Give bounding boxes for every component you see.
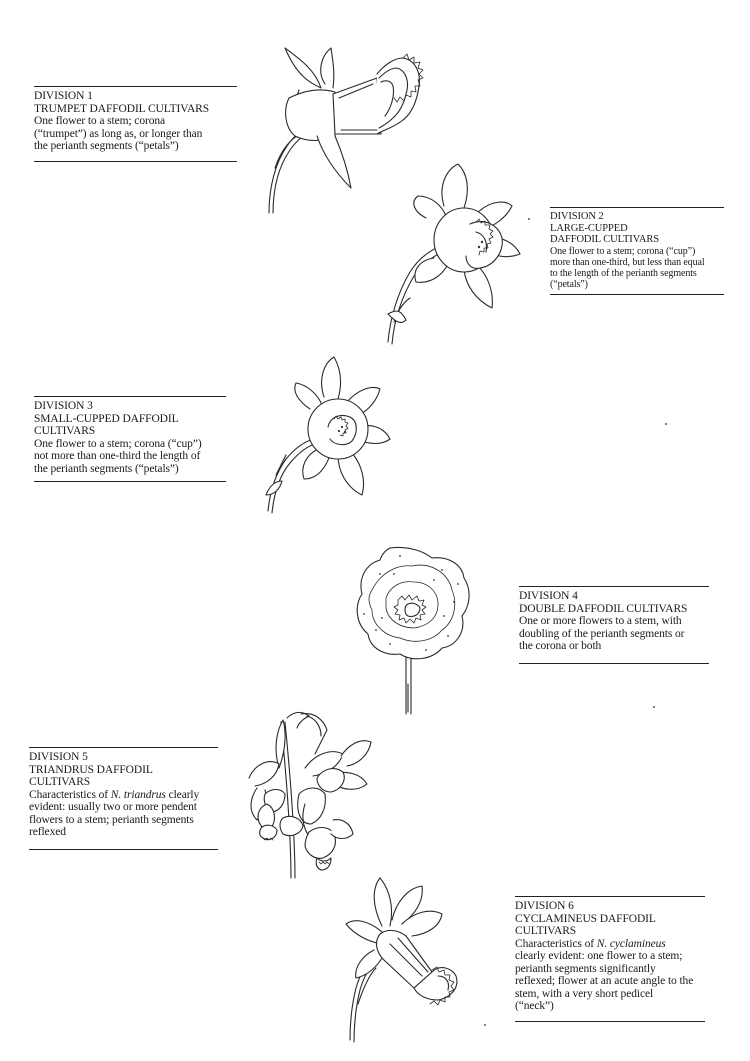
scan-speck (484, 1024, 486, 1026)
division-1-bottom-rule (34, 161, 237, 162)
species-name: N. cyclamineus (596, 937, 666, 950)
small-cupped-daffodil-illustration (262, 355, 402, 515)
division-4-desc-line: One or more flowers to a stem, with (519, 615, 682, 627)
division-1-block (34, 86, 237, 162)
species-name: N. triandrus (110, 788, 166, 801)
desc-text: clearly (165, 788, 200, 801)
division-1-desc-line: the perianth segments (“petals”) (34, 140, 179, 152)
division-6-name: CULTIVARS (515, 925, 577, 937)
division-2-desc-line: to the length of the perianth segments (550, 267, 697, 279)
cyclamineus-daffodil-illustration (332, 872, 482, 1044)
division-3-desc-line: One flower to a stem; corona (“cup”) (34, 437, 202, 450)
division-6-desc-line: reflexed; flower at an acute angle to the (515, 975, 694, 987)
triandrus-daffodil-illustration (243, 708, 403, 880)
division-6-desc-line: (“neck”) (515, 1000, 554, 1012)
scan-speck (653, 706, 655, 708)
division-3-number: DIVISION 3 (34, 400, 93, 412)
division-5-desc-line: evident: usually two or more pendent (29, 801, 197, 813)
division-4-desc-line: the corona or both (519, 640, 602, 652)
division-6-desc-line: perianth segments significantly (515, 962, 656, 975)
division-6-bottom-rule (515, 1021, 705, 1022)
desc-text: Characteristics of (29, 788, 111, 801)
large-cupped-daffodil-illustration (380, 162, 530, 347)
division-2-desc-line: more than one-third, but less than equal (550, 256, 705, 268)
division-3-bottom-rule (34, 481, 226, 482)
double-daffodil-illustration (350, 544, 475, 716)
division-3-block (34, 396, 226, 482)
division-5-bottom-rule (29, 849, 218, 850)
division-3-desc-line: the perianth segments (“petals”) (34, 462, 179, 475)
division-3-name: CULTIVARS (34, 425, 96, 437)
division-5-name: TRIANDRUS DAFFODIL (29, 763, 153, 776)
division-5-desc-line: reflexed (29, 826, 66, 838)
division-5-desc-line (29, 789, 218, 802)
division-6-block (515, 896, 705, 1022)
division-5-block (29, 747, 218, 850)
division-1-desc-line: (“trumpet”) as long as, or longer than (34, 127, 203, 140)
division-4-bottom-rule (519, 663, 709, 664)
division-2-name: LARGE-CUPPED (550, 222, 628, 234)
division-6-name: CYCLAMINEUS DAFFODIL (515, 912, 656, 925)
division-4-block (519, 586, 709, 664)
division-2-name: DAFFODIL CULTIVARS (550, 234, 659, 245)
division-5-name: CULTIVARS (29, 776, 91, 788)
scan-speck (528, 218, 530, 220)
division-1-number: DIVISION 1 (34, 90, 93, 102)
division-6-desc-line (515, 938, 705, 951)
division-1-name: TRUMPET DAFFODIL CULTIVARS (34, 102, 210, 115)
division-5-desc-line: flowers to a stem; perianth segments (29, 813, 194, 826)
scan-speck (665, 423, 667, 425)
division-4-name: DOUBLE DAFFODIL CULTIVARS (519, 602, 688, 615)
division-2-desc-line: One flower to a stem; corona (“cup”) (550, 245, 696, 257)
division-1-desc-line: One flower to a stem; corona (34, 115, 166, 127)
division-4-desc-line: doubling of the perianth segments or (519, 627, 685, 640)
division-3-name: SMALL-CUPPED DAFFODIL (34, 412, 179, 425)
division-6-number: DIVISION 6 (515, 900, 574, 912)
division-2-bottom-rule (550, 294, 724, 295)
division-3-desc-line: not more than one-third the length of (34, 450, 201, 462)
division-2-block (550, 207, 724, 295)
desc-text: Characteristics of (515, 937, 597, 950)
division-2-number: DIVISION 2 (550, 211, 604, 222)
division-5-number: DIVISION 5 (29, 751, 88, 763)
division-6-desc-line: clearly evident: one flower to a stem; (515, 950, 683, 962)
division-4-number: DIVISION 4 (519, 590, 578, 602)
division-6-desc-line: stem, with a very short pedicel (515, 987, 654, 1000)
division-2-desc-line: (“petals”) (550, 278, 588, 290)
